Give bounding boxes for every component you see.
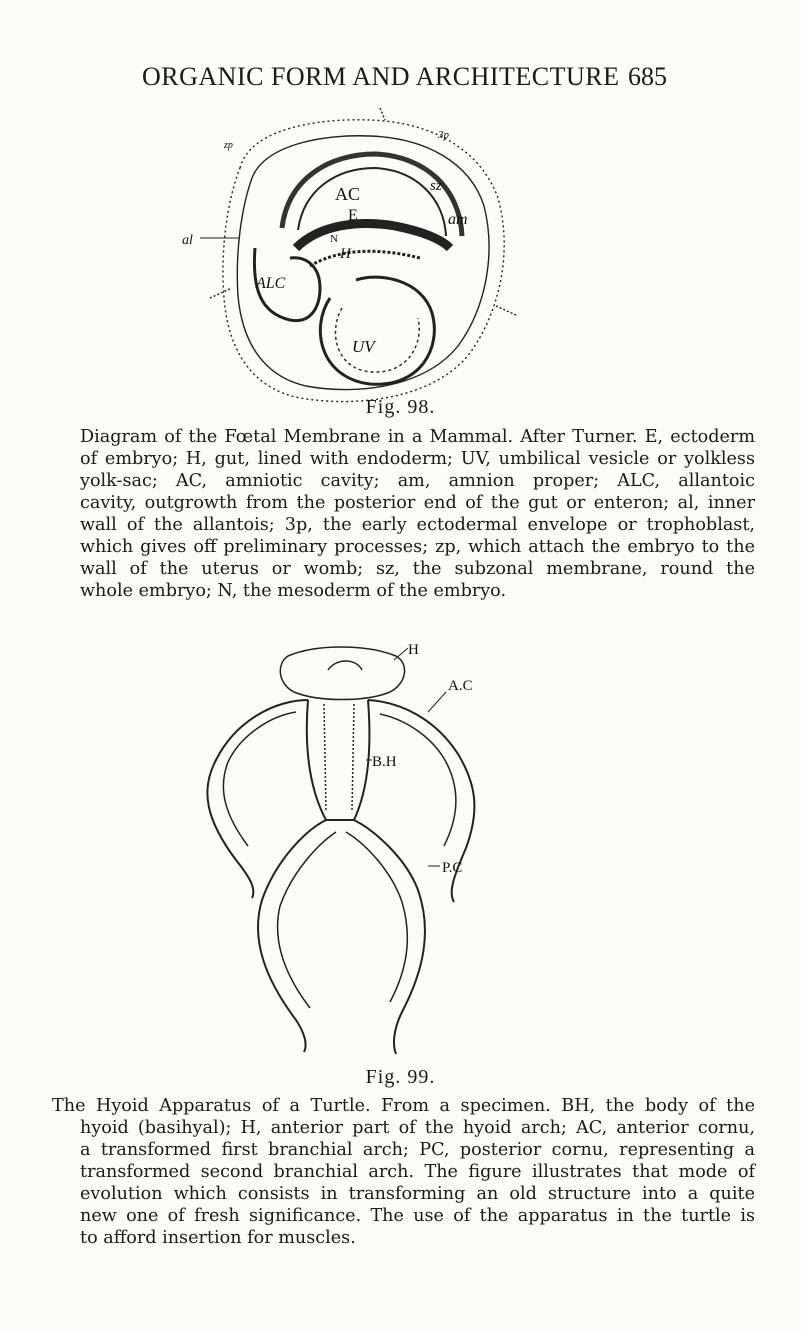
caption-line: hyoid (basihyal); H, anterior part of the hyoid arch; AC, anterior cornu, xyxy=(80,1118,755,1138)
caption-line: transformed second branchial arch. The figure illustrates that mode of xyxy=(80,1162,755,1182)
caption-line: wall of the allantois; 3p, the early ectodermal envelope or trophoblast, xyxy=(80,515,755,535)
caption-line: a transformed first branchial arch; PC, posterior cornu, representing a xyxy=(80,1140,755,1160)
caption-line: wall of the uterus or womb; sz, the subzonal membrane, round the xyxy=(80,559,755,579)
figure-98-label: Fig. 98. xyxy=(365,396,436,418)
embryo-band xyxy=(296,224,450,248)
label-zp: zp xyxy=(224,140,233,151)
caption-line: Diagram of the Fœtal Membrane in a Mammal. After Turner. E, ectoderm xyxy=(80,427,755,447)
page-number: 685 xyxy=(628,62,667,91)
label-bh: B.H xyxy=(372,754,397,770)
running-head xyxy=(0,62,801,96)
label-ac: A.C xyxy=(448,678,473,694)
figure-99-caption xyxy=(52,1095,755,1249)
caption-line: The Hyoid Apparatus of a Turtle. From a specimen. BH, the body of the xyxy=(52,1096,755,1116)
posterior-cornu-right xyxy=(354,820,425,1054)
label-al: al xyxy=(182,233,193,248)
anterior-cornu-left xyxy=(207,700,308,898)
chorion-outline xyxy=(223,120,504,402)
caption-line: evolution which consists in transforming an old structure into a quite xyxy=(80,1184,755,1204)
figure-98-diagram xyxy=(180,108,520,408)
caption-line: whole embryo; N, the mesoderm of the embryo. xyxy=(80,581,507,601)
label-ac: AC xyxy=(335,184,361,204)
label-n: N xyxy=(330,233,338,245)
posterior-cornu-left xyxy=(258,820,326,1052)
figure-98-caption xyxy=(52,426,755,602)
fetal-membrane-diagram xyxy=(180,108,520,408)
label-3p: 3p xyxy=(438,129,449,141)
label-pc: P.C xyxy=(442,860,463,876)
caption-line: yolk-sac; AC, amniotic cavity; am, amnion proper; ALC, allantoic xyxy=(80,471,755,491)
label-h: H xyxy=(408,642,419,658)
hyoid-apparatus-diagram xyxy=(196,640,486,1060)
label-sz: sz xyxy=(430,178,442,194)
label-e: E xyxy=(348,207,358,224)
hyoid-anterior xyxy=(280,647,404,700)
running-title: ORGANIC FORM AND ARCHITECTURE xyxy=(142,62,620,91)
caption-line: which gives off preliminary processes; zp, which attach the embryo to the xyxy=(80,537,755,557)
figure-99-diagram xyxy=(196,640,486,1060)
caption-line: new one of fresh significance. The use of the apparatus in the turtle is xyxy=(80,1206,755,1226)
figure-99-label: Fig. 99. xyxy=(365,1066,436,1088)
label-h: H xyxy=(340,246,351,262)
label-am: am xyxy=(448,211,468,228)
basihyal-body xyxy=(307,700,370,820)
umbilical-vesicle xyxy=(320,277,434,384)
label-alc: ALC xyxy=(256,275,286,292)
caption-line: of embryo; H, gut, lined with endoderm; UV, umbilical vesicle or yolkless xyxy=(80,449,755,469)
caption-line: cavity, outgrowth from the posterior end of the gut or enteron; al, inner xyxy=(80,493,755,513)
label-uv: UV xyxy=(352,337,375,356)
caption-line: to afford insertion for muscles. xyxy=(80,1228,356,1248)
